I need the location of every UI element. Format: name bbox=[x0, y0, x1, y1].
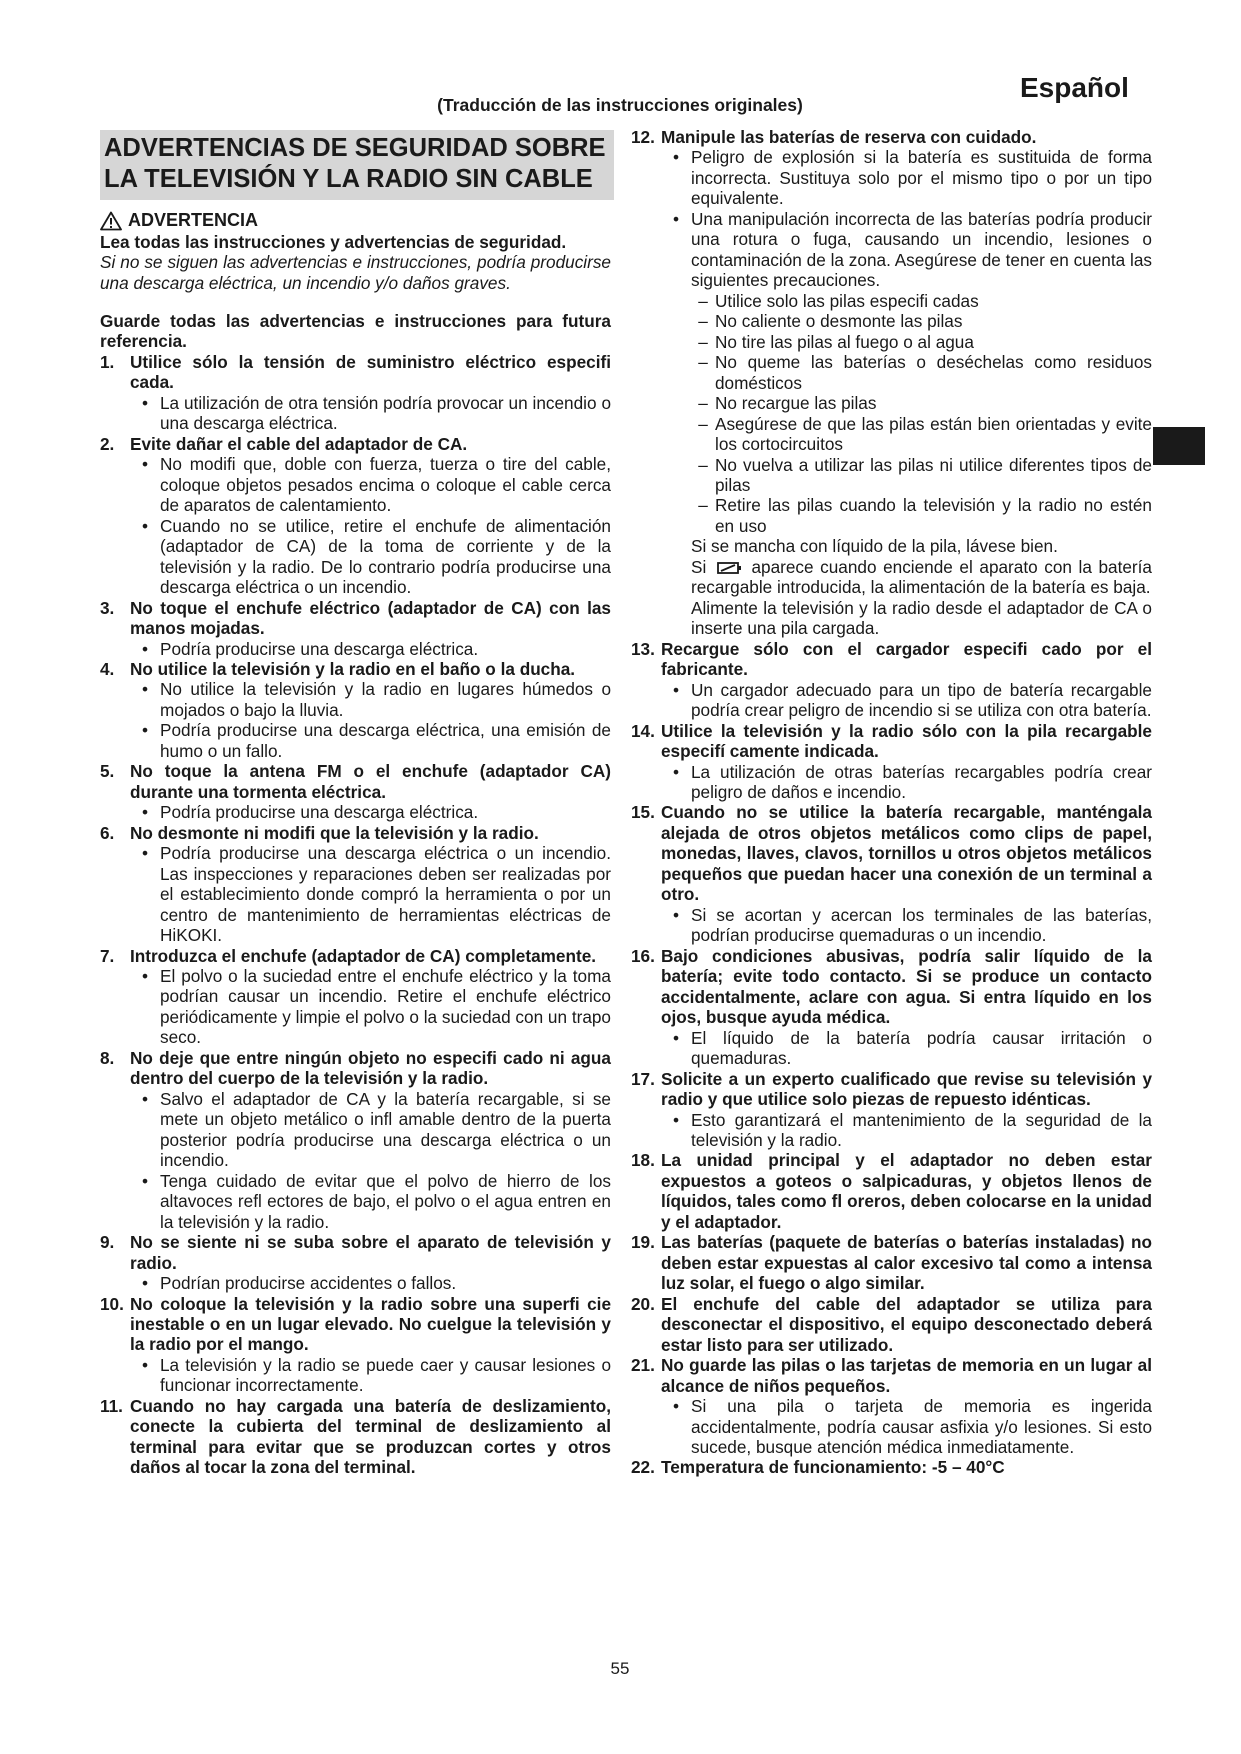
sub-item: • Peligro de explosión si la batería es sustituida de forma incorrecta. Sustituya solo por el mismo tipo o por un tipo equivalente. bbox=[661, 147, 1152, 208]
precaution-item: – Asegúrese de que las pilas están bien orientadas y evite los cortocircuitos bbox=[691, 414, 1152, 455]
warning-lead: Lea todas las instrucciones y advertencias de seguridad. bbox=[100, 231, 567, 252]
dash-icon: – bbox=[698, 290, 708, 311]
sub-item: • Si una pila o tarjeta de memoria es ingerida accidentalmente, podría causar asfixia y/o lesiones. Si esto sucede, busque atención médica inmediatamente. bbox=[661, 1396, 1152, 1457]
list-item bbox=[631, 1150, 1152, 1232]
item-title: Cuando no se utilice la batería recargable, manténgala alejada de otros objetos metálicos como clips de papel, monedas, llaves, clavos, tornillos u otros objetos metálicos pequeños que puedan hacer una conexión de un terminal a otro. bbox=[661, 802, 1152, 905]
section-title: ADVERTENCIAS DE SEGURIDAD SOBRE LA TELEVISIÓN Y LA RADIO SIN CABLE bbox=[100, 130, 614, 200]
left-item-list bbox=[100, 352, 611, 1478]
item-number: 5. bbox=[100, 761, 115, 782]
bullet-icon: • bbox=[141, 454, 149, 475]
item-title: No coloque la televisión y la radio sobre una superfi cie inestable o en un lugar elevado. No cuelgue la televisión y la radio por el mango. bbox=[130, 1293, 611, 1355]
item-title: No utilice la televisión y la radio en el baño o la ducha. bbox=[130, 658, 576, 679]
list-item bbox=[631, 1294, 1152, 1355]
item-number: 17. bbox=[631, 1068, 655, 1089]
item-title: Manipule las baterías de reserva con cuidado. bbox=[661, 127, 1037, 147]
sub-item: • La utilización de otras baterías recargables podría crear peligro de daños e incendio. bbox=[661, 762, 1152, 803]
right-item-list bbox=[631, 639, 1152, 1478]
bullet-icon: • bbox=[141, 515, 149, 536]
item-number: 16. bbox=[631, 945, 655, 966]
item-title: No se siente ni se suba sobre el aparato de televisión y radio. bbox=[130, 1232, 611, 1273]
item-number: 13. bbox=[631, 638, 655, 659]
right-column bbox=[631, 127, 1152, 1478]
item-number: 3. bbox=[100, 597, 115, 618]
item-title: No guarde las pilas o las tarjetas de memoria en un lugar al alcance de niños pequeños. bbox=[661, 1355, 1152, 1396]
sub-item: • No utilice la televisión y la radio en lugares húmedos o mojados o bajo la lluvia. bbox=[130, 679, 611, 720]
item-number: 15. bbox=[631, 802, 655, 823]
warning-heading bbox=[100, 210, 611, 231]
bullet-icon: • bbox=[672, 1109, 680, 1130]
item-title: El enchufe del cable del adaptador se utiliza para desconectar el dispositivo, el equipo desconectado deberá estar listo para ser utilizado. bbox=[661, 1293, 1152, 1355]
list-item bbox=[631, 639, 1152, 721]
low-battery-icon bbox=[716, 561, 742, 575]
bullet-icon: • bbox=[672, 147, 680, 168]
sub-item: • Esto garantizará el mantenimiento de la seguridad de la televisión y la radio. bbox=[661, 1110, 1152, 1151]
sub-item: • El polvo o la suciedad entre el enchufe eléctrico y la toma podrían causar un incendio. Retire el enchufe eléctrico periódicamente y limpie el polvo o la suciedad con un trapo seco. bbox=[130, 966, 611, 1048]
item-title: No deje que entre ningún objeto no especifi cado ni agua dentro del cuerpo de la televisión y la radio. bbox=[130, 1047, 611, 1089]
list-item bbox=[100, 946, 611, 1048]
item-number: 8. bbox=[100, 1047, 115, 1068]
list-item bbox=[100, 1232, 611, 1293]
list-item bbox=[631, 127, 1152, 639]
bullet-icon: • bbox=[141, 966, 149, 986]
list-item bbox=[100, 352, 611, 434]
item-number: 19. bbox=[631, 1232, 655, 1253]
list-item bbox=[631, 1232, 1152, 1293]
item-title: Introduzca el enchufe (adaptador de CA) completamente. bbox=[130, 945, 597, 966]
sub-item: • Tenga cuidado de evitar que el polvo de hierro de los altavoces refl ectores de bajo, el polvo o el agua entren en la televisión y la radio. bbox=[130, 1171, 611, 1232]
list-item bbox=[631, 946, 1152, 1069]
dash-icon: – bbox=[698, 311, 708, 332]
item-title: No toque el enchufe eléctrico (adaptador de CA) con las manos mojadas. bbox=[130, 597, 611, 639]
item-number: 11. bbox=[100, 1395, 123, 1416]
list-item bbox=[100, 1396, 611, 1478]
precaution-item: – No vuelva a utilizar las pilas ni utilice diferentes tipos de pilas bbox=[691, 455, 1152, 496]
item-number: 6. bbox=[100, 822, 115, 843]
item-title: Evite dañar el cable del adaptador de CA. bbox=[130, 433, 468, 454]
precaution-item: – No tire las pilas al fuego o al agua bbox=[691, 332, 1152, 352]
sub-item: • Un cargador adecuado para un tipo de batería recargable podría crear peligro de incendio si se utiliza con otra batería. bbox=[661, 680, 1152, 721]
item-number: 4. bbox=[100, 658, 115, 679]
item-number: 14. bbox=[631, 720, 655, 741]
item-title: Bajo condiciones abusivas, podría salir líquido de la batería; evite todo contacto. Si se produce un contacto accidentalmente, aclare con agua. Si entra líquido en los ojos, busque ayuda médica. bbox=[661, 945, 1152, 1028]
precaution-item: – No caliente o desmonte las pilas bbox=[691, 311, 1152, 331]
list-item bbox=[100, 1294, 611, 1396]
item-number: 9. bbox=[100, 1232, 115, 1253]
sub-item: • Podría producirse una descarga eléctrica o un incendio. Las inspecciones y reparaciones deben ser realizadas por el establecimiento donde compró la herramienta o por un centro de mantenimiento de herramientas eléctricas de HiKOKI. bbox=[130, 843, 611, 945]
item-number: 12. bbox=[631, 127, 655, 147]
sub-item: • La televisión y la radio se puede caer y causar lesiones o funcionar incorrectamente. bbox=[130, 1355, 611, 1396]
bullet-icon: • bbox=[141, 1273, 149, 1294]
dash-icon: – bbox=[698, 454, 708, 475]
list-item bbox=[100, 434, 611, 598]
page-subtitle: (Traducción de las instrucciones originales) bbox=[437, 95, 803, 115]
item-number: 18. bbox=[631, 1150, 655, 1171]
bullet-icon: • bbox=[672, 1027, 680, 1048]
item-number: 2. bbox=[100, 433, 115, 454]
sub-item: • Salvo el adaptador de CA y la batería recargable, si se mete un objeto metálico o infl amable dentro de la puerta posterior podría producirse una descarga eléctrica o un incendio. bbox=[130, 1089, 611, 1171]
list-item bbox=[631, 802, 1152, 945]
bullet-icon: • bbox=[672, 761, 680, 782]
sub-item: • La utilización de otra tensión podría provocar un incendio o una descarga eléctrica. bbox=[130, 393, 611, 434]
bullet-icon: • bbox=[672, 1396, 680, 1417]
page-language: Español bbox=[1020, 72, 1129, 103]
list-item bbox=[100, 1048, 611, 1232]
sub-item: • No modifi que, doble con fuerza, tuerza o tire del cable, coloque objetos pesados encima o coloque el cable cerca de aparatos de calentamiento. bbox=[130, 454, 611, 515]
page-number: 55 bbox=[610, 1659, 630, 1678]
language-tab-marker bbox=[1153, 427, 1205, 465]
list-item bbox=[100, 659, 611, 761]
bullet-icon: • bbox=[141, 1354, 149, 1375]
item-title: Las baterías (paquete de baterías o baterías instaladas) no deben estar expuestas al calor excesivo tal como a intensa luz solar, el fuego o algo similar. bbox=[661, 1232, 1152, 1294]
bullet-icon: • bbox=[672, 208, 680, 229]
precaution-item: – No recargue las pilas bbox=[691, 393, 1152, 413]
bullet-icon: • bbox=[141, 843, 149, 864]
dash-icon: – bbox=[698, 352, 708, 373]
sub-item: • Podrían producirse accidentes o fallos. bbox=[130, 1273, 611, 1293]
item-number: 21. bbox=[631, 1355, 655, 1376]
sub-item: • Podría producirse una descarga eléctrica, una emisión de humo o un fallo. bbox=[130, 720, 611, 761]
item-number: 20. bbox=[631, 1293, 655, 1314]
dash-icon: – bbox=[698, 495, 708, 516]
item-title: Utilice la televisión y la radio sólo con la pila recargable especifí camente indicada. bbox=[661, 720, 1152, 762]
item-number: 22. bbox=[631, 1457, 655, 1478]
battery-note: Alimente la televisión y la radio desde el adaptador de CA o inserte una pila cargada. bbox=[691, 597, 1152, 639]
bullet-icon: • bbox=[141, 802, 149, 823]
list-item bbox=[631, 1355, 1152, 1457]
bullet-icon: • bbox=[672, 904, 680, 925]
precaution-item: – Utilice solo las pilas especifi cadas bbox=[691, 291, 1152, 311]
bullet-icon: • bbox=[141, 638, 149, 659]
sub-item: • Una manipulación incorrecta de las baterías podría producir una rotura o fuga, causando un incendio, lesiones o contaminación de la zona. Asegúrese de tener en cuenta las siguientes precauciones. bbox=[661, 209, 1152, 291]
dash-icon: – bbox=[698, 413, 708, 434]
list-item bbox=[631, 1457, 1152, 1477]
warning-triangle-icon bbox=[100, 211, 122, 231]
bullet-icon: • bbox=[141, 720, 149, 741]
item-title: Recargue sólo con el cargador especifi cado por el fabricante. bbox=[661, 638, 1152, 680]
item-number: 10. bbox=[100, 1293, 124, 1314]
item-number: 7. bbox=[100, 945, 115, 966]
left-column bbox=[100, 130, 611, 1478]
precaution-item: – No queme las baterías o deséchelas como residuos domésticos bbox=[691, 352, 1152, 393]
bullet-icon: • bbox=[141, 1088, 149, 1109]
item-title: Solicite a un experto cualificado que revise su televisión y radio y que utilice solo piezas de repuesto idénticas. bbox=[661, 1068, 1152, 1110]
battery-note: Si se mancha con líquido de la pila, lávese bien. bbox=[691, 536, 1058, 557]
item-number: 1. bbox=[100, 351, 115, 372]
sub-item: • Podría producirse una descarga eléctrica. bbox=[130, 639, 611, 659]
sub-item: • Podría producirse una descarga eléctrica. bbox=[130, 802, 611, 822]
list-item bbox=[100, 761, 611, 822]
list-item bbox=[100, 598, 611, 659]
precaution-item: – Retire las pilas cuando la televisión y la radio no estén en uso bbox=[691, 495, 1152, 536]
bullet-icon: • bbox=[141, 1170, 149, 1191]
sub-item: • Cuando no se utilice, retire el enchufe de alimentación (adaptador de CA) de la toma de corriente y de la televisión y la radio. De lo contrario podría producirse una descarga eléctrica o un incendio. bbox=[130, 516, 611, 598]
battery-note: Si aparece cuando enciende el aparato con la batería recargable introducida, la alimentación de la batería es baja. bbox=[691, 556, 1152, 598]
list-item bbox=[631, 1069, 1152, 1151]
bullet-icon: • bbox=[141, 679, 149, 700]
keep-instructions: Guarde todas las advertencias e instrucciones para futura referencia. bbox=[100, 311, 611, 352]
item-title: Temperatura de funcionamiento: -5 – 40°C bbox=[661, 1457, 1005, 1478]
sub-item: • El líquido de la batería podría causar irritación o quemaduras. bbox=[661, 1028, 1152, 1069]
bullet-icon: • bbox=[141, 392, 149, 413]
sub-item: • Si se acortan y acercan los terminales de las baterías, podrían producirse quemaduras o un incendio. bbox=[661, 905, 1152, 946]
item-title: La unidad principal y el adaptador no deben estar expuestos a goteos o salpicaduras, y objetos llenos de líquidos, tales como fl oreros, deben colocarse en la unidad y el adaptador. bbox=[661, 1150, 1152, 1232]
warning-label: ADVERTENCIA bbox=[128, 210, 259, 231]
item-title: No desmonte ni modifi que la televisión y la radio. bbox=[130, 822, 539, 843]
item-title: No toque la antena FM o el enchufe (adaptador CA) durante una tormenta eléctrica. bbox=[130, 761, 611, 802]
bullet-icon: • bbox=[672, 679, 680, 700]
list-item bbox=[631, 721, 1152, 803]
item-title: Cuando no hay cargada una batería de deslizamiento, conecte la cubierta del terminal de deslizamiento al terminal para evitar que se produzcan cortes y otros daños al tocar la zona del terminal. bbox=[130, 1395, 611, 1478]
precaution-list bbox=[661, 291, 1152, 537]
warning-consequence: Si no se siguen las advertencias e instrucciones, podría producirse una descarga eléctrica, un incendio y/o daños graves. bbox=[100, 252, 611, 293]
item-title: Utilice sólo la tensión de suministro eléctrico especifi cada. bbox=[130, 351, 611, 393]
dash-icon: – bbox=[698, 393, 708, 414]
dash-icon: – bbox=[698, 331, 708, 352]
list-item bbox=[100, 823, 611, 946]
